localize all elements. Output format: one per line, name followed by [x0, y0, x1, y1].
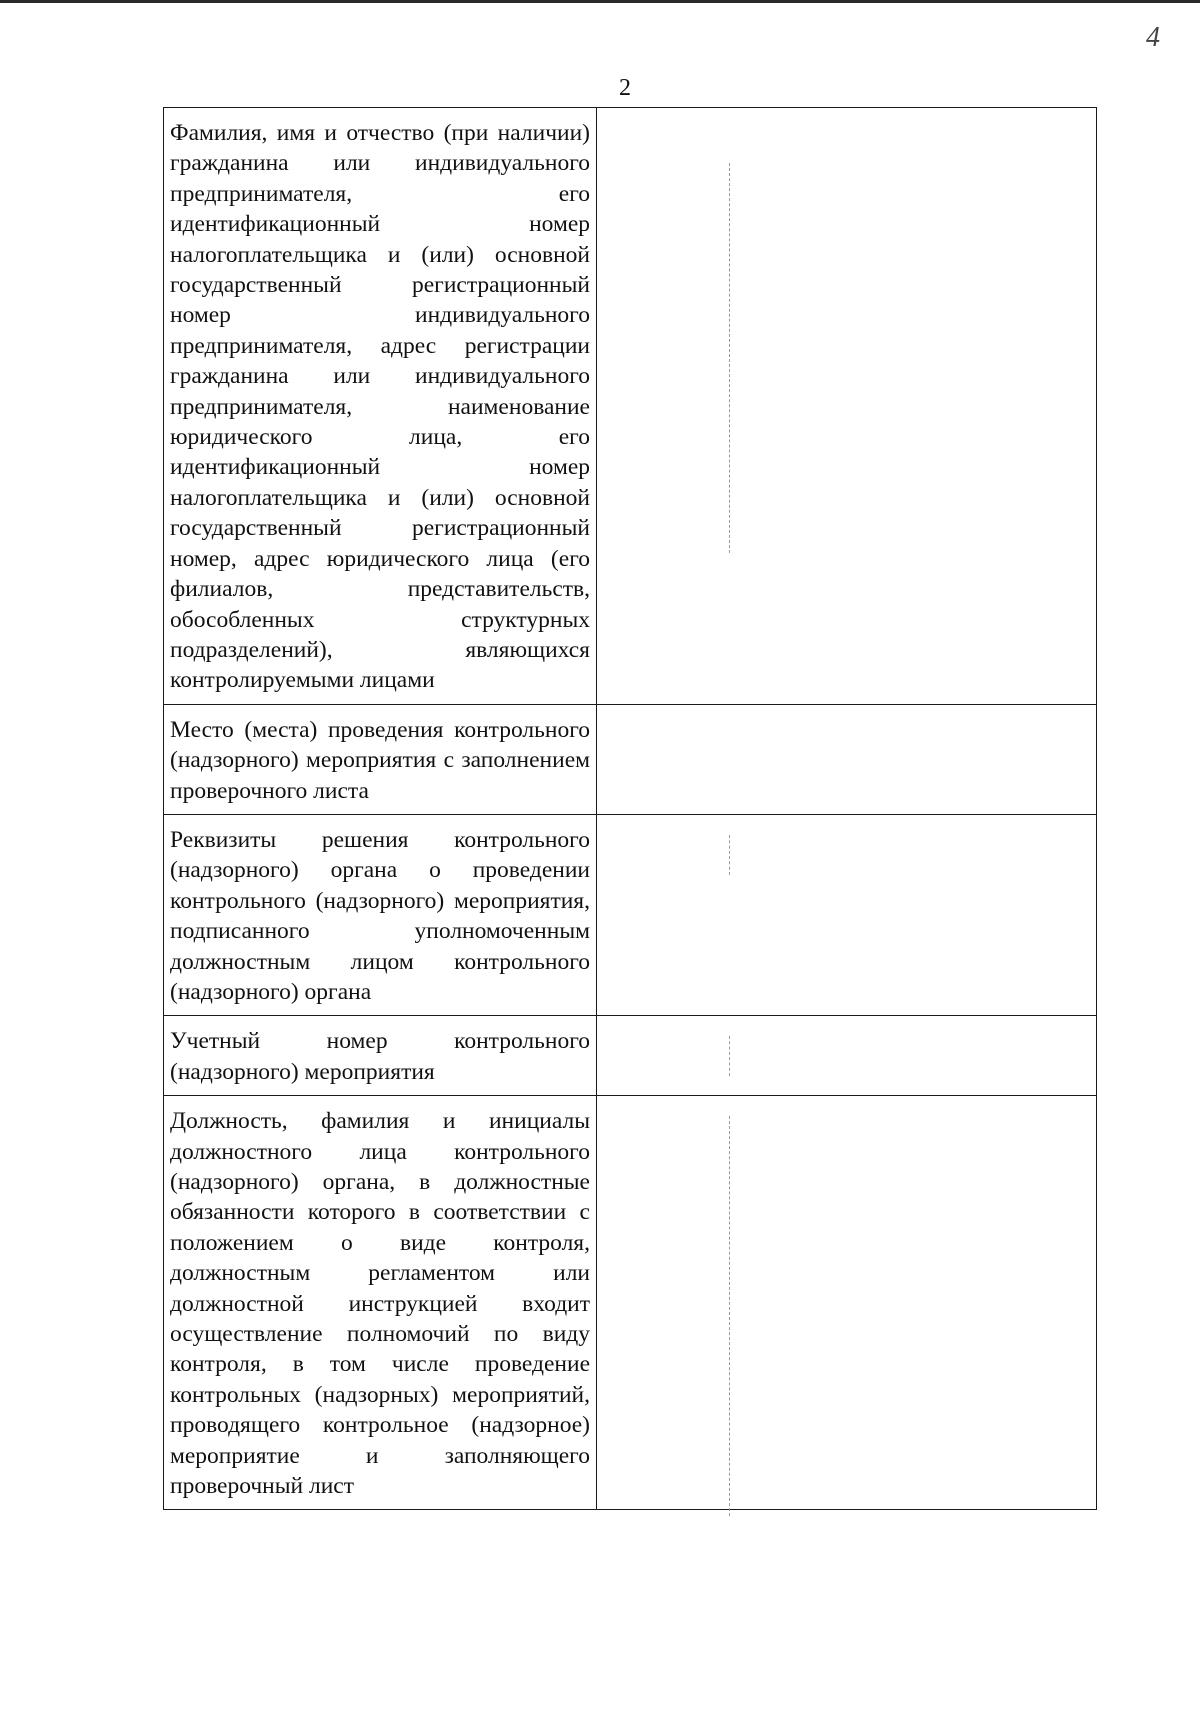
table-row-official — [164, 1096, 1097, 1510]
table-row-controlled-person — [164, 108, 1097, 705]
table-row-event-place — [164, 704, 1097, 814]
scan-artifact-line — [729, 1036, 731, 1076]
corner-handwritten-mark: 4 — [1146, 22, 1160, 53]
official-label: Должность, фамилия и инициалы должностного лица контрольного (надзорного) органа, в должностные обязанности которого в соответствии с положением о виде контроля, должностным регламентом или должностной инструкцией входит осуществление полномочий по виду контроля, в том числе проведение контрольных (надзорных) мероприятий, проводящего контрольное (надзорное) мероприятие и заполняющего проверочный лист — [164, 1096, 597, 1510]
scan-artifact-line — [729, 163, 731, 553]
controlled-person-label: Фамилия, имя и отчество (при наличии) гражданина или индивидуального предпринимателя, его идентификационный номер налогоплательщика и (или) основной государственный регистрационный номер индивидуального предпринимателя, адрес регистрации гражданина или индивидуального предпринимателя, наименование юридического лица, его идентификационный номер налогоплательщика и (или) основной государственный регистрационный номер, адрес юридического лица (его филиалов, представительств, обособленных структурных подразделений), являющихся контролируемыми лицами — [164, 108, 597, 705]
table-row-registration-number — [164, 1016, 1097, 1096]
event-place-label: Место (места) проведения контрольного (надзорного) мероприятия с заполнением проверочного листа — [164, 704, 597, 814]
scan-artifact-line — [729, 835, 731, 875]
decision-details-label: Реквизиты решения контрольного (надзорного) органа о проведении контрольного (надзорного) мероприятия, подписанного уполномоченным должностным лицом контрольного (надзорного) органа — [164, 814, 597, 1015]
registration-number-label: Учетный номер контрольного (надзорного) мероприятия — [164, 1016, 597, 1096]
table-row-decision-details — [164, 814, 1097, 1015]
scan-artifact-line — [729, 1116, 731, 1516]
official-value — [597, 1096, 1097, 1510]
event-place-value — [597, 704, 1097, 814]
decision-details-value — [597, 814, 1097, 1015]
page-top-edge — [0, 0, 1200, 3]
controlled-person-value — [597, 108, 1097, 705]
page-number: 2 — [619, 75, 631, 101]
checklist-details-table — [163, 107, 1097, 1510]
registration-number-value — [597, 1016, 1097, 1096]
